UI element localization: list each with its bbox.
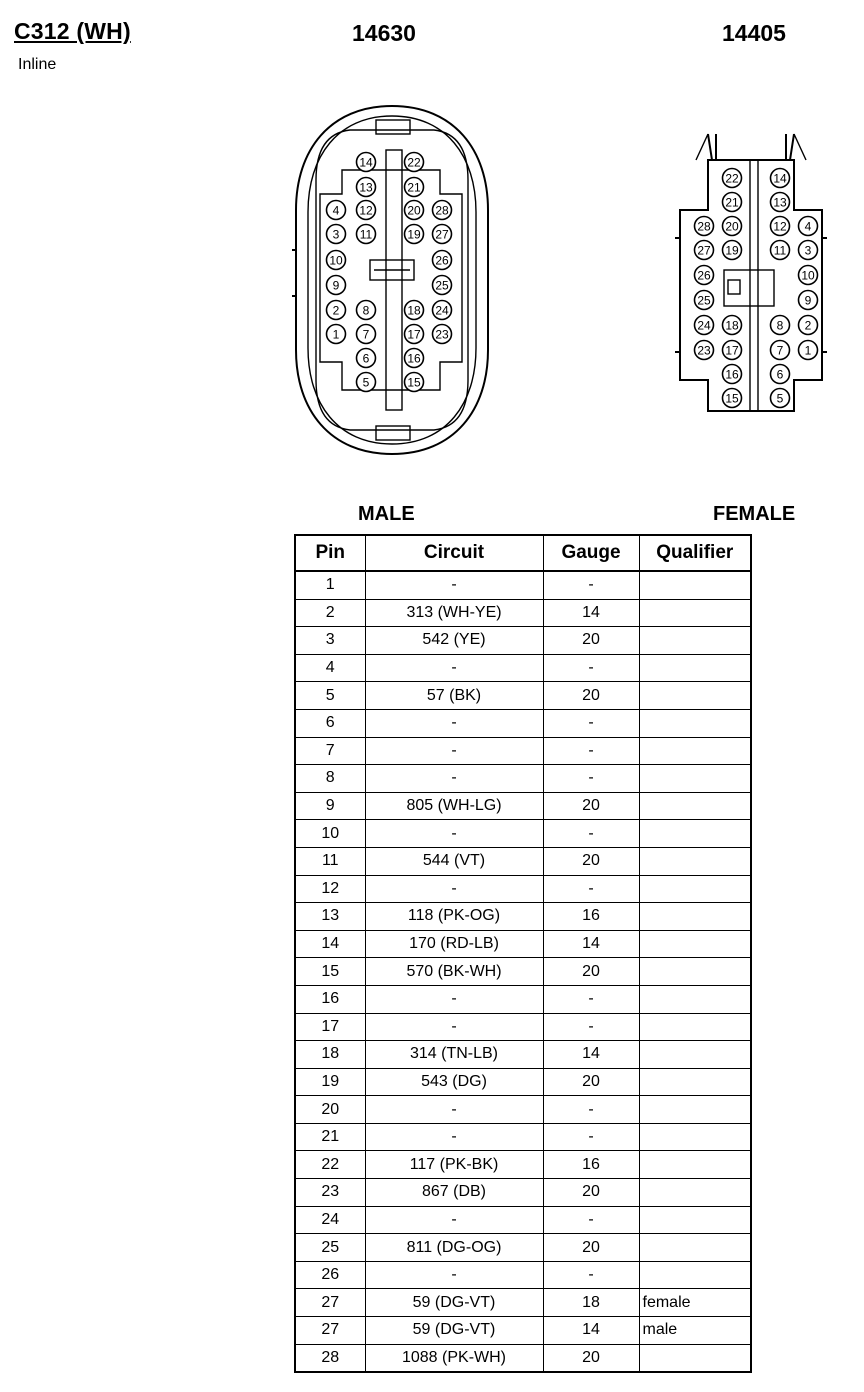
table-row [295, 1068, 751, 1096]
svg-text:26: 26 [435, 253, 449, 268]
circuit-cell: - [365, 875, 543, 903]
svg-text:20: 20 [725, 219, 739, 234]
svg-text:22: 22 [725, 171, 739, 186]
pin-25 [433, 276, 452, 295]
svg-text:19: 19 [407, 227, 421, 242]
circuit-cell: - [365, 571, 543, 599]
gauge-cell: - [543, 654, 639, 682]
svg-text:1: 1 [332, 327, 340, 342]
pin-11 [357, 225, 376, 244]
pin-cell: 7 [295, 737, 365, 765]
pin-28 [695, 217, 714, 236]
circuit-cell: - [365, 1096, 543, 1124]
table-row [295, 1123, 751, 1151]
pin-20 [405, 201, 424, 220]
pin-13 [357, 178, 376, 197]
gauge-cell: - [543, 737, 639, 765]
circuit-cell: 59 (DG-VT) [365, 1289, 543, 1317]
circuit-cell: 57 (BK) [365, 682, 543, 710]
svg-text:5: 5 [776, 391, 784, 406]
qualifier-cell [639, 875, 751, 903]
qualifier-cell [639, 709, 751, 737]
gauge-cell: - [543, 820, 639, 848]
pin-27 [433, 225, 452, 244]
table-row [295, 820, 751, 848]
pin-cell: 8 [295, 765, 365, 793]
pin-cell: 5 [295, 682, 365, 710]
circuit-cell: - [365, 1261, 543, 1289]
svg-text:10: 10 [801, 268, 815, 283]
pin-cell: 27 [295, 1289, 365, 1317]
table-row [295, 1234, 751, 1262]
pin-26 [433, 251, 452, 270]
circuit-cell: 59 (DG-VT) [365, 1317, 543, 1345]
gauge-cell: 14 [543, 1041, 639, 1069]
pin-13 [771, 193, 790, 212]
qualifier-cell [639, 903, 751, 931]
pin-27 [695, 241, 714, 260]
pin-cell: 10 [295, 820, 365, 848]
pin-6 [357, 349, 376, 368]
qualifier-cell [639, 654, 751, 682]
pin-cell: 17 [295, 1013, 365, 1041]
pin-cell: 1 [295, 571, 365, 599]
pin-8 [771, 316, 790, 335]
gauge-cell: 20 [543, 1068, 639, 1096]
female-label: FEMALE [713, 503, 796, 525]
table-row [295, 847, 751, 875]
svg-text:7: 7 [362, 327, 370, 342]
svg-text:14: 14 [359, 155, 373, 170]
female-connector-face [672, 130, 830, 415]
pin-17 [723, 341, 742, 360]
pin-cell: 18 [295, 1041, 365, 1069]
svg-text:24: 24 [435, 303, 449, 318]
qualifier-cell [639, 1013, 751, 1041]
gauge-cell: 20 [543, 1234, 639, 1262]
gauge-cell: - [543, 1013, 639, 1041]
svg-text:15: 15 [407, 375, 421, 390]
svg-text:8: 8 [776, 318, 784, 333]
table-header-row [295, 535, 751, 571]
table-row [295, 792, 751, 820]
svg-text:22: 22 [407, 155, 421, 170]
circuit-cell: - [365, 709, 543, 737]
gauge-cell: 18 [543, 1289, 639, 1317]
svg-text:7: 7 [776, 343, 784, 358]
svg-text:15: 15 [725, 391, 739, 406]
table-row [295, 682, 751, 710]
table-row [295, 1261, 751, 1289]
svg-text:28: 28 [697, 219, 711, 234]
table-row [295, 571, 751, 599]
svg-text:23: 23 [697, 343, 711, 358]
svg-text:26: 26 [697, 268, 711, 283]
circuit-cell: - [365, 1123, 543, 1151]
table-row [295, 1013, 751, 1041]
table-row [295, 1206, 751, 1234]
svg-text:4: 4 [804, 219, 812, 234]
gauge-cell: - [543, 1206, 639, 1234]
circuit-cell: 1088 (PK-WH) [365, 1344, 543, 1372]
header-qualifier: Qualifier [639, 535, 751, 571]
qualifier-cell [639, 958, 751, 986]
svg-text:27: 27 [697, 243, 711, 258]
pin-5 [771, 389, 790, 408]
table-row [295, 627, 751, 655]
svg-text:25: 25 [697, 293, 711, 308]
table-row [295, 875, 751, 903]
table-row [295, 1289, 751, 1317]
pin-cell: 3 [295, 627, 365, 655]
pin-cell: 23 [295, 1179, 365, 1207]
pin-cell: 6 [295, 709, 365, 737]
svg-text:24: 24 [697, 318, 711, 333]
pin-cell: 19 [295, 1068, 365, 1096]
pin-20 [723, 217, 742, 236]
pin-26 [695, 266, 714, 285]
qualifier-cell [639, 1261, 751, 1289]
pin-4 [799, 217, 818, 236]
qualifier-cell [639, 571, 751, 599]
qualifier-cell [639, 1151, 751, 1179]
svg-text:17: 17 [725, 343, 739, 358]
circuit-cell: 811 (DG-OG) [365, 1234, 543, 1262]
pin-cell: 14 [295, 930, 365, 958]
svg-text:12: 12 [359, 203, 373, 218]
qualifier-cell [639, 737, 751, 765]
pin-24 [695, 316, 714, 335]
pin-2 [327, 301, 346, 320]
circuit-cell: 170 (RD-LB) [365, 930, 543, 958]
table-row [295, 654, 751, 682]
male-label: MALE [358, 503, 415, 525]
table-row [295, 1096, 751, 1124]
pin-19 [723, 241, 742, 260]
circuit-cell: - [365, 765, 543, 793]
circuit-cell: 314 (TN-LB) [365, 1041, 543, 1069]
gauge-cell: - [543, 709, 639, 737]
svg-text:14: 14 [773, 171, 787, 186]
qualifier-cell: male [639, 1317, 751, 1345]
table-row [295, 765, 751, 793]
qualifier-cell [639, 1179, 751, 1207]
pin-cell: 27 [295, 1317, 365, 1345]
gauge-cell: 14 [543, 1317, 639, 1345]
male-housing-outline [292, 106, 488, 454]
pin-18 [405, 301, 424, 320]
pin-18 [723, 316, 742, 335]
pin-cell: 11 [295, 847, 365, 875]
connector-id: C312 (WH) [14, 18, 131, 44]
pin-cell: 20 [295, 1096, 365, 1124]
circuit-cell: 313 (WH-YE) [365, 599, 543, 627]
qualifier-cell [639, 627, 751, 655]
svg-text:13: 13 [773, 195, 787, 210]
pin-12 [771, 217, 790, 236]
circuit-cell: 543 (DG) [365, 1068, 543, 1096]
svg-text:18: 18 [407, 303, 421, 318]
svg-text:21: 21 [725, 195, 739, 210]
pin-16 [405, 349, 424, 368]
gauge-cell: - [543, 765, 639, 793]
qualifier-cell [639, 1096, 751, 1124]
qualifier-cell [639, 1123, 751, 1151]
pin-7 [357, 325, 376, 344]
gauge-cell: - [543, 1096, 639, 1124]
table-row [295, 903, 751, 931]
pin-3 [799, 241, 818, 260]
connector-type: Inline [18, 56, 57, 73]
pin-cell: 9 [295, 792, 365, 820]
qualifier-cell [639, 1206, 751, 1234]
pin-cell: 13 [295, 903, 365, 931]
qualifier-cell: female [639, 1289, 751, 1317]
pin-cell: 28 [295, 1344, 365, 1372]
gauge-cell: 16 [543, 1151, 639, 1179]
pin-cell: 12 [295, 875, 365, 903]
gauge-cell: 20 [543, 1344, 639, 1372]
svg-text:2: 2 [804, 318, 812, 333]
header-pin: Pin [295, 535, 365, 571]
pin-21 [723, 193, 742, 212]
circuit-cell: - [365, 820, 543, 848]
pin-15 [405, 373, 424, 392]
pin-3 [327, 225, 346, 244]
circuit-cell: - [365, 1206, 543, 1234]
qualifier-cell [639, 820, 751, 848]
header-circuit: Circuit [365, 535, 543, 571]
pin-5 [357, 373, 376, 392]
svg-text:16: 16 [725, 367, 739, 382]
pin-cell: 24 [295, 1206, 365, 1234]
table-row [295, 1041, 751, 1069]
pin-cell: 22 [295, 1151, 365, 1179]
male-connector-face [290, 100, 495, 460]
svg-text:20: 20 [407, 203, 421, 218]
circuit-cell: - [365, 737, 543, 765]
pin-16 [723, 365, 742, 384]
pin-15 [723, 389, 742, 408]
svg-text:11: 11 [773, 243, 787, 258]
pin-11 [771, 241, 790, 260]
pin-cell: 26 [295, 1261, 365, 1289]
svg-text:19: 19 [725, 243, 739, 258]
svg-text:3: 3 [804, 243, 812, 258]
svg-text:4: 4 [332, 203, 340, 218]
circuit-cell: 118 (PK-OG) [365, 903, 543, 931]
svg-text:25: 25 [435, 278, 449, 293]
svg-text:13: 13 [359, 180, 373, 195]
gauge-cell: - [543, 875, 639, 903]
pin-14 [771, 169, 790, 188]
qualifier-cell [639, 599, 751, 627]
svg-text:16: 16 [407, 351, 421, 366]
gauge-cell: 20 [543, 1179, 639, 1207]
pin-9 [327, 276, 346, 295]
pin-cell: 25 [295, 1234, 365, 1262]
gauge-cell: 20 [543, 792, 639, 820]
table-row [295, 958, 751, 986]
pin-23 [433, 325, 452, 344]
gauge-cell: - [543, 1123, 639, 1151]
gauge-cell: - [543, 985, 639, 1013]
pin-12 [357, 201, 376, 220]
pin-8 [357, 301, 376, 320]
pin-23 [695, 341, 714, 360]
pin-22 [405, 153, 424, 172]
circuit-cell: 570 (BK-WH) [365, 958, 543, 986]
svg-text:9: 9 [332, 278, 340, 293]
gauge-cell: 20 [543, 847, 639, 875]
pin-4 [327, 201, 346, 220]
circuit-cell: 544 (VT) [365, 847, 543, 875]
pin-19 [405, 225, 424, 244]
gauge-cell: - [543, 571, 639, 599]
qualifier-cell [639, 930, 751, 958]
pin-25 [695, 291, 714, 310]
table-row [295, 1179, 751, 1207]
gauge-cell: 20 [543, 682, 639, 710]
svg-text:11: 11 [359, 227, 373, 242]
svg-text:1: 1 [804, 343, 812, 358]
svg-text:9: 9 [804, 293, 812, 308]
pin-1 [799, 341, 818, 360]
pin-21 [405, 178, 424, 197]
qualifier-cell [639, 682, 751, 710]
table-row [295, 1151, 751, 1179]
pin-2 [799, 316, 818, 335]
circuit-cell: 542 (YE) [365, 627, 543, 655]
header-gauge: Gauge [543, 535, 639, 571]
svg-text:23: 23 [435, 327, 449, 342]
table-row [295, 737, 751, 765]
gauge-cell: 14 [543, 599, 639, 627]
pin-6 [771, 365, 790, 384]
gauge-cell: 20 [543, 627, 639, 655]
circuit-cell: - [365, 1013, 543, 1041]
pin-28 [433, 201, 452, 220]
pin-cell: 16 [295, 985, 365, 1013]
pin-cell: 15 [295, 958, 365, 986]
pinout-table [294, 534, 752, 1373]
qualifier-cell [639, 1068, 751, 1096]
svg-text:17: 17 [407, 327, 421, 342]
part-number-female: 14405 [722, 20, 786, 46]
pin-10 [799, 266, 818, 285]
pin-22 [723, 169, 742, 188]
circuit-cell: 867 (DB) [365, 1179, 543, 1207]
table-row [295, 709, 751, 737]
gauge-cell: 16 [543, 903, 639, 931]
qualifier-cell [639, 792, 751, 820]
svg-text:5: 5 [362, 375, 370, 390]
pin-cell: 4 [295, 654, 365, 682]
svg-text:27: 27 [435, 227, 449, 242]
svg-text:6: 6 [776, 367, 784, 382]
table-row [295, 1317, 751, 1345]
pin-9 [799, 291, 818, 310]
circuit-cell: - [365, 985, 543, 1013]
svg-text:21: 21 [407, 180, 421, 195]
part-number-male: 14630 [352, 20, 416, 46]
qualifier-cell [639, 985, 751, 1013]
qualifier-cell [639, 765, 751, 793]
gauge-cell: 20 [543, 958, 639, 986]
svg-text:10: 10 [329, 253, 343, 268]
table-row [295, 599, 751, 627]
svg-text:12: 12 [773, 219, 787, 234]
pin-10 [327, 251, 346, 270]
qualifier-cell [639, 847, 751, 875]
svg-text:3: 3 [332, 227, 340, 242]
svg-text:8: 8 [362, 303, 370, 318]
table-row [295, 930, 751, 958]
table-row [295, 1344, 751, 1372]
pin-17 [405, 325, 424, 344]
qualifier-cell [639, 1344, 751, 1372]
svg-text:18: 18 [725, 318, 739, 333]
pin-cell: 2 [295, 599, 365, 627]
svg-text:2: 2 [332, 303, 340, 318]
pin-cell: 21 [295, 1123, 365, 1151]
pin-14 [357, 153, 376, 172]
pin-24 [433, 301, 452, 320]
table-row [295, 985, 751, 1013]
qualifier-cell [639, 1234, 751, 1262]
gauge-cell: - [543, 1261, 639, 1289]
svg-text:6: 6 [362, 351, 370, 366]
qualifier-cell [639, 1041, 751, 1069]
svg-text:28: 28 [435, 203, 449, 218]
circuit-cell: 117 (PK-BK) [365, 1151, 543, 1179]
circuit-cell: - [365, 654, 543, 682]
circuit-cell: 805 (WH-LG) [365, 792, 543, 820]
pin-7 [771, 341, 790, 360]
pin-1 [327, 325, 346, 344]
gauge-cell: 14 [543, 930, 639, 958]
